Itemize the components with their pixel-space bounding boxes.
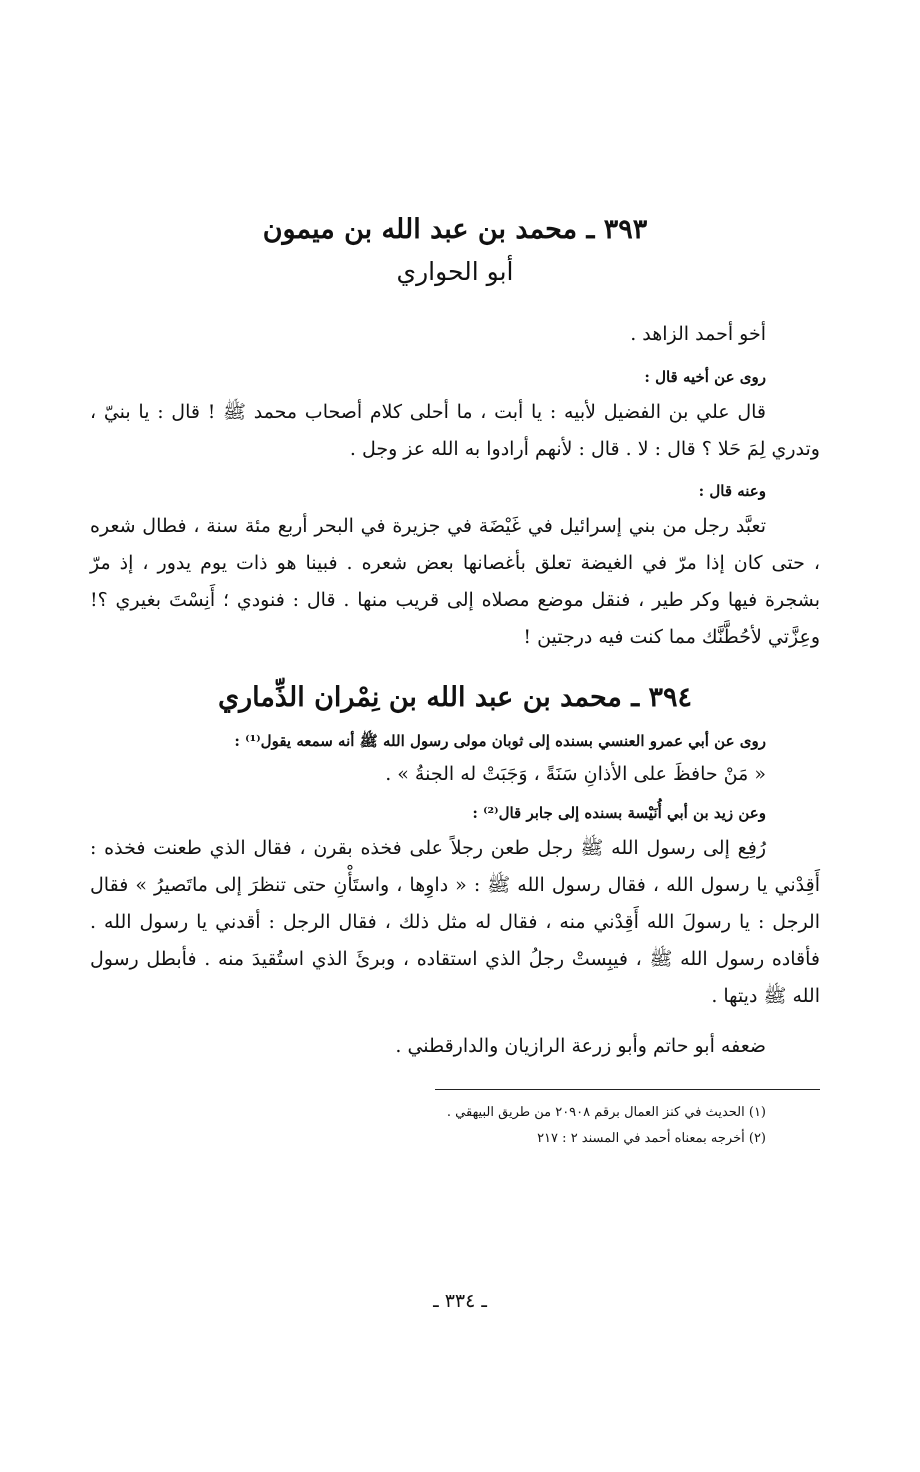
entry-393-kunya: أبو الحواري [396, 257, 514, 286]
entry-394-narration-lead: روى عن أبي عمرو العنسي بسنده إلى ثوبان مولى رسول الله ﷺ أنه سمعه يقول⁽¹⁾ : [234, 732, 766, 750]
entry-394-heading: ٣٩٤ ـ محمد بن عبد الله بن نِمْران الذِّماري [217, 682, 693, 713]
footnote-2: (٢) أخرجه بمعناه أحمد في المسند ٢ : ٢١٧ [537, 1131, 766, 1146]
page-number: ـ ٣٣٤ ـ [433, 1290, 487, 1312]
footnote-divider [435, 1089, 820, 1090]
entry-394-hadith-quote: « مَنْ حافظَ على الأذانِ سَنَةً ، وَجَبَتْ له الجنةُ » . [385, 763, 766, 785]
entry-393-intro: أخو أحمد الزاهد . [630, 323, 766, 345]
entry-393-paragraph-1: قال علي بن الفضيل لأبيه : يا أبت ، ما أحلى كلام أصحاب محمد ﷺ ! قال : يا بنيّ ، وتدري لِمَ حَلا ؟ قال : لا . قال : لأنهم أرادوا به الله عز وجل . [90, 401, 820, 460]
footnote-1: (١) الحديث في كنز العمال برقم ٢٠٩٠٨ من طريق البيهقي . [446, 1105, 766, 1120]
entry-394-paragraph: رُفِع إلى رسول الله ﷺ رجل طعن رجلاً على فخذه بقرن ، فقال الذي طعنت فخذه : أَقِدْني يا رسول الله ، فقال رسول الله ﷺ : « داوِها ، واستَأْنِ حتى تنظرَ إلى ماتَصيرُ » فقال الرجل : يا رسولَ الله أَقِدْني منه ، فقال له مثل ذلك ، فقال الرجل : أقدني يا رسول الله . فأقاده رسول الله ﷺ ، فيبِستْ رجلُ الذي استقاده ، وبرئَ الذي استُقيدَ منه . فأبطل رسول الله ﷺ ديتها . [90, 837, 820, 1007]
entry-393-narration-lead: روى عن أخيه قال : [644, 368, 766, 386]
section-spacer [90, 656, 820, 678]
entry-394-grading: ضعفه أبو حاتم وأبو زرعة الرازيان والدارقطني . [395, 1035, 766, 1057]
footnotes [90, 1100, 766, 1152]
entry-394-narration-lead-2: وعن زيد بن أبي أُنَيْسة بسنده إلى جابر قال⁽²⁾ : [472, 804, 766, 822]
page-body [90, 210, 820, 1152]
entry-393-narration-lead-2: وعنه قال : [698, 482, 766, 500]
entry-393-heading: ٣٩٣ ـ محمد بن عبد الله بن ميمون [262, 214, 648, 245]
entry-393-paragraph-2: تعبَّد رجل من بني إسرائيل في غَيْضَة في جزيرة في البحر أربع مئة سنة ، فطال شعره ، حتى كان إذا مرّ في الغيضة تعلق بأغصانها بعض شعره . فبينا هو ذات يوم يدور ، إذ مرّ بشجرة فيها وكر طير ، فنقل موضع مصلاه إلى قريب منها . قال : فنودي ؛ أَنِسْتَ بغيري ؟! وعِزَّتي لأحُطَّنَّك مما كنت فيه درجتين ! [90, 515, 820, 648]
